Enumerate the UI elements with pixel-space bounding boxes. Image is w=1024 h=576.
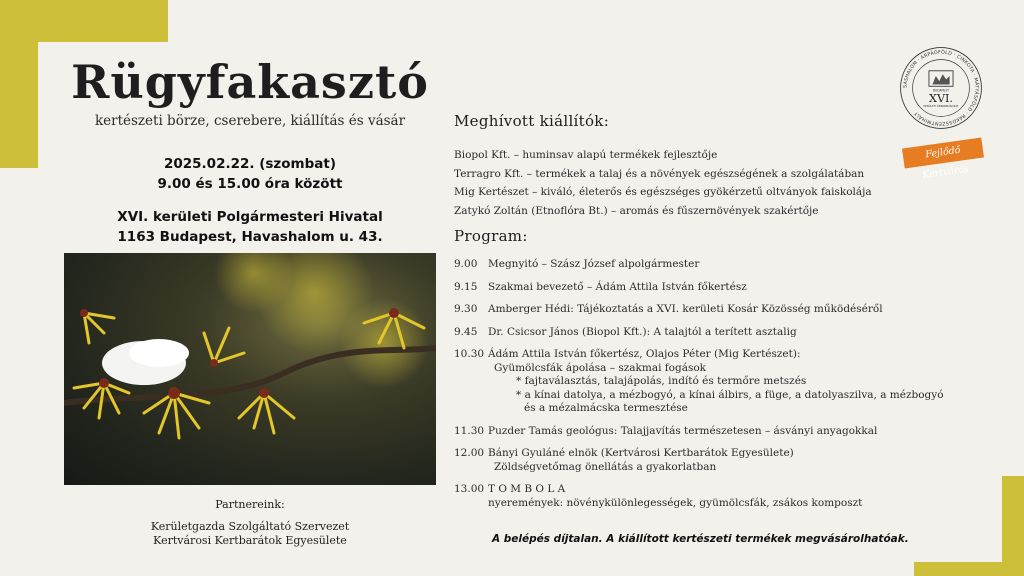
district-logo bbox=[898, 45, 984, 131]
fejlodo-kertvaros-badge: Fejlődő Kertváros bbox=[902, 138, 984, 169]
logo-sub: KERÜLETI ÖNKORMÁNYZAT bbox=[923, 104, 959, 108]
program-item bbox=[454, 258, 974, 272]
entry-note: A belépés díjtalan. A kiállított kertészeti termékek megvásárolhatóak. bbox=[492, 533, 909, 545]
program-time: 9.30 bbox=[454, 303, 478, 315]
program-text: nyeremények: növénykülönlegességek, gyümölcsfák, zsákos komposzt bbox=[488, 496, 863, 509]
exhibitors-list bbox=[454, 146, 914, 220]
logo-ring-text: SASHALOM · ÁRPÁDFÖLD · CINKOTA · MÁTYÁSFÖLD · RÁKOSSZENTMIHÁLY bbox=[903, 50, 979, 126]
program-time: 12.00 bbox=[454, 447, 485, 459]
program-item bbox=[454, 303, 974, 317]
exhibitor-item: Biopol Kft. – huminsav alapú termékek fejlesztője bbox=[454, 149, 718, 161]
program-text: Zöldségvetőmag önellátás a gyakorlatban bbox=[494, 460, 717, 473]
program-item bbox=[454, 447, 974, 474]
program-title: Program: bbox=[454, 227, 528, 245]
program-time: 9.45 bbox=[454, 325, 478, 338]
crest-icon bbox=[898, 45, 984, 131]
program-text: Megnyitó – Szász József alpolgármester bbox=[488, 258, 700, 270]
exhibitor-item: Zatykó Zoltán (Etnoflóra Bt.) – aromás és fűszernövények szakértője bbox=[454, 204, 819, 217]
program-text: * fajtaválasztás, talajápolás, indító és termőre metszés bbox=[516, 375, 807, 387]
venue-address: 1163 Budapest, Havashalom u. 43. bbox=[117, 229, 383, 245]
program-time: 10.30 bbox=[454, 348, 485, 360]
witch-hazel-illustration bbox=[64, 253, 436, 485]
program-text: Puzder Tamás geológus: Talajjavítás természetesen – ásványi anyagokkal bbox=[488, 424, 878, 437]
corner-accent-left bbox=[0, 0, 38, 168]
witch-hazel-photo bbox=[64, 253, 436, 485]
program-time: 13.00 bbox=[454, 483, 485, 495]
partners-title: Partnereink: bbox=[215, 498, 285, 511]
logo-district: XVI. bbox=[929, 91, 953, 105]
program-time: 9.00 bbox=[454, 258, 478, 270]
program-item bbox=[454, 281, 974, 295]
program-text: Ádám Attila István főkertész, Olajos Péter (Mig Kertészet): bbox=[488, 348, 801, 360]
program-item bbox=[454, 348, 974, 416]
exhibitor-item: Mig Kertészet – kiváló, életerős és egészséges gyökérzetű oltványok faiskolája bbox=[454, 186, 872, 198]
event-date: 2025.02.22. (szombat) bbox=[163, 156, 337, 172]
corner-accent-right bbox=[1002, 476, 1024, 576]
venue-name: XVI. kerületi Polgármesteri Hivatal bbox=[117, 209, 383, 225]
date-block bbox=[60, 154, 440, 194]
program-item bbox=[454, 483, 974, 510]
program-item bbox=[454, 326, 974, 340]
program-time: 9.15 bbox=[454, 280, 478, 293]
program-text: Dr. Csicsor János (Biopol Kft.): A talajtól a terített asztalig bbox=[488, 325, 797, 338]
program-text: Szakmai bevezető – Ádám Attila István főkertész bbox=[488, 280, 747, 293]
svg-text:SASHALOM · ÁRPÁDFÖLD · CINKOTA bbox=[903, 49, 981, 127]
partner-item: Kerületgazda Szolgáltató Szervezet bbox=[150, 520, 350, 533]
partner-item: Kertvárosi Kertbarátok Egyesülete bbox=[153, 534, 347, 547]
program-text: Amberger Hédi: Tájékoztatás a XVI. kerületi Kosár Közösség működéséről bbox=[488, 303, 883, 315]
logo-city: BUDAPEST bbox=[932, 88, 950, 93]
corner-accent-bottom bbox=[914, 562, 1024, 576]
program-time: 11.30 bbox=[454, 424, 485, 437]
exhibitor-item: Terragro Kft. – termékek a talaj és a növények egészségének a szolgálatában bbox=[454, 167, 865, 180]
event-title: Rügyfakasztó bbox=[71, 55, 429, 109]
program-text: és a mézalmácska termesztése bbox=[524, 402, 688, 414]
program-text: * a kínai datolya, a mézbogyó, a kínai álbirs, a füge, a datolyaszilva, a mézbogyó bbox=[516, 388, 944, 401]
venue-block bbox=[60, 207, 440, 247]
program-text: Bányi Gyuláné elnök (Kertvárosi Kertbarátok Egyesülete) bbox=[488, 447, 794, 459]
program-text: Gyümölcsfák ápolása – szakmai fogások bbox=[494, 361, 707, 374]
event-time: 9.00 és 15.00 óra között bbox=[157, 176, 343, 192]
program-text: T O M B O L A bbox=[488, 483, 566, 495]
program-item bbox=[454, 425, 974, 439]
partners-list bbox=[64, 520, 436, 548]
program-list bbox=[454, 258, 974, 519]
exhibitors-title: Meghívott kiállítók: bbox=[454, 112, 610, 130]
event-subtitle: kertészeti börze, cserebere, kiállítás és vásár bbox=[94, 113, 406, 129]
